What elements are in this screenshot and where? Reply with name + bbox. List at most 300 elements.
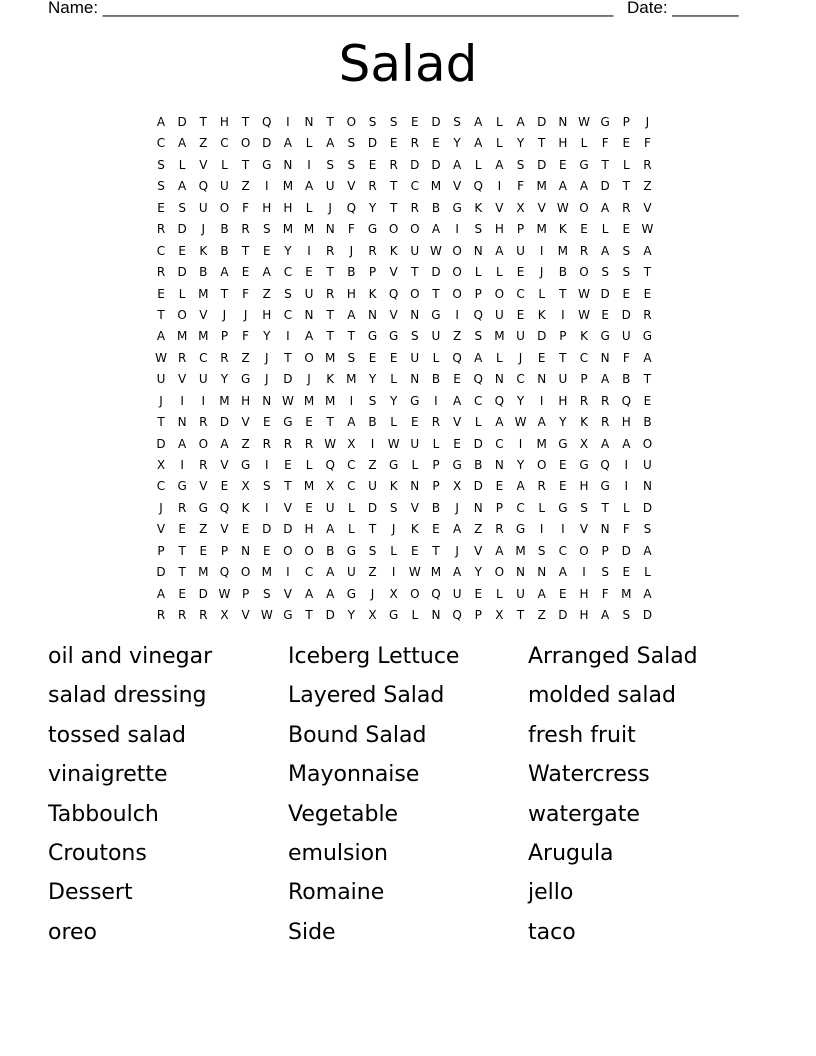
grid-row	[0, 326, 816, 347]
grid-letter: U	[643, 458, 652, 472]
grid-letter: E	[199, 543, 208, 558]
grid-letter: M	[515, 543, 526, 558]
grid-letter: Z	[241, 436, 250, 451]
grid-letter: E	[495, 479, 504, 494]
grid-letter: M	[325, 350, 336, 365]
grid-letter: G	[452, 200, 462, 215]
grid-letter: T	[157, 415, 165, 430]
grid-letter: T	[326, 307, 334, 322]
grid-letter: R	[410, 136, 419, 151]
grid-letter: V	[410, 500, 419, 515]
grid-letter: R	[431, 415, 441, 430]
grid-letter: L	[601, 222, 609, 237]
grid-letter: Z	[643, 179, 652, 194]
grid-row	[0, 219, 816, 240]
grid-row	[0, 369, 816, 390]
grid-letter: S	[157, 179, 165, 194]
grid-letter: P	[432, 479, 440, 494]
grid-letter: E	[622, 136, 631, 151]
grid-letter: T	[284, 350, 292, 365]
grid-letter: S	[410, 329, 419, 344]
grid-letter: N	[410, 479, 420, 494]
word-list-item: emulsion	[288, 841, 388, 866]
grid-letter: T	[622, 179, 630, 194]
grid-letter: D	[621, 543, 631, 558]
grid-letter: M	[198, 565, 209, 580]
grid-row	[0, 519, 816, 540]
grid-letter: S	[622, 265, 631, 280]
grid-letter: H	[304, 522, 314, 537]
grid-letter: I	[582, 565, 586, 580]
grid-letter: P	[432, 458, 440, 472]
grid-letter: H	[283, 200, 293, 215]
grid-row	[0, 348, 816, 369]
grid-letter: S	[537, 543, 546, 558]
grid-letter: R	[177, 350, 187, 365]
grid-letter: N	[410, 372, 420, 387]
grid-letter: T	[643, 372, 652, 387]
grid-letter: E	[262, 543, 271, 558]
grid-letter: G	[558, 500, 568, 515]
grid-letter: C	[347, 458, 356, 472]
grid-letter: E	[559, 157, 567, 172]
grid-letter: M	[621, 586, 632, 601]
grid-letter: T	[178, 543, 186, 558]
grid-letter: W	[218, 586, 231, 601]
grid-letter: J	[370, 586, 375, 601]
grid-letter: T	[326, 329, 334, 344]
grid-row	[0, 391, 816, 412]
grid-letter: B	[220, 243, 229, 258]
grid-letter: G	[388, 608, 399, 623]
grid-letter: N	[494, 458, 504, 472]
word-list-item: Dessert	[48, 880, 133, 906]
grid-letter: U	[220, 179, 229, 194]
grid-letter: X	[495, 608, 504, 623]
grid-letter: G	[600, 115, 610, 129]
grid-letter: B	[368, 415, 377, 430]
grid-letter: A	[326, 565, 335, 580]
grid-letter: A	[262, 265, 271, 280]
grid-letter: E	[516, 307, 525, 322]
grid-letter: R	[495, 522, 504, 537]
grid-letter: D	[431, 115, 441, 129]
grid-letter: A	[326, 136, 335, 151]
grid-letter: W	[281, 393, 294, 408]
grid-letter: F	[601, 586, 609, 601]
grid-letter: E	[262, 415, 271, 430]
grid-letter: R	[537, 479, 546, 494]
grid-letter: U	[516, 586, 525, 601]
grid-letter: E	[453, 436, 461, 451]
grid-letter: U	[494, 307, 504, 322]
grid-letter: W	[387, 436, 400, 451]
grid-letter: Y	[516, 393, 525, 408]
grid-letter: G	[346, 586, 356, 601]
grid-letter: P	[516, 222, 525, 237]
grid-letter: S	[474, 222, 483, 237]
grid-letter: V	[199, 479, 208, 494]
grid-letter: V	[495, 200, 504, 215]
grid-letter: T	[643, 265, 652, 280]
grid-letter: R	[262, 436, 271, 451]
grid-letter: N	[304, 307, 314, 322]
grid-letter: S	[643, 522, 652, 537]
grid-letter: I	[264, 500, 269, 515]
grid-letter: V	[199, 307, 208, 322]
grid-letter: G	[283, 608, 293, 623]
grid-letter: L	[178, 286, 186, 301]
grid-letter: D	[642, 500, 653, 515]
grid-letter: R	[177, 500, 187, 515]
grid-letter: N	[600, 522, 610, 537]
grid-letter: A	[495, 157, 504, 172]
grid-row	[0, 562, 816, 583]
grid-letter: S	[347, 136, 356, 151]
grid-letter: E	[368, 157, 377, 172]
grid-row	[0, 198, 816, 219]
grid-letter: O	[579, 543, 589, 558]
grid-letter: Q	[494, 393, 505, 408]
grid-letter: E	[178, 243, 186, 258]
grid-letter: L	[496, 586, 503, 601]
grid-letter: V	[199, 157, 208, 172]
grid-letter: V	[389, 307, 398, 322]
grid-letter: N	[410, 307, 420, 322]
grid-letter: D	[621, 307, 631, 322]
grid-letter: L	[178, 157, 186, 172]
grid-letter: B	[199, 265, 208, 280]
word-list-item: vinaigrette	[48, 762, 168, 788]
grid-letter: T	[368, 522, 377, 537]
grid-letter: D	[537, 157, 547, 172]
grid-letter: Z	[537, 608, 546, 623]
grid-letter: E	[643, 286, 652, 301]
grid-letter: S	[347, 350, 356, 365]
grid-letter: T	[326, 115, 334, 129]
grid-letter: Z	[241, 350, 250, 365]
grid-letter: V	[178, 372, 187, 387]
grid-letter: R	[622, 200, 631, 215]
grid-letter: Y	[474, 565, 482, 580]
grid-letter: B	[326, 543, 335, 558]
grid-letter: S	[453, 115, 461, 129]
grid-letter: P	[601, 543, 609, 558]
grid-letter: O	[410, 286, 420, 301]
grid-letter: O	[410, 586, 420, 601]
grid-letter: J	[349, 243, 354, 258]
grid-letter: E	[559, 458, 567, 472]
grid-letter: E	[622, 286, 631, 301]
grid-letter: N	[368, 307, 377, 322]
grid-row	[0, 434, 816, 455]
header-line	[48, 0, 748, 20]
grid-letter: B	[431, 372, 441, 387]
grid-letter: E	[411, 543, 419, 558]
grid-letter: T	[326, 415, 334, 430]
grid-letter: Z	[452, 329, 462, 344]
grid-letter: Q	[346, 200, 357, 215]
grid-letter: A	[495, 415, 504, 430]
grid-letter: W	[260, 608, 273, 623]
grid-letter: O	[536, 458, 547, 472]
grid-letter: R	[283, 436, 293, 451]
grid-letter: L	[305, 200, 313, 215]
grid-letter: L	[622, 500, 630, 515]
grid-letter: P	[241, 586, 250, 601]
grid-letter: A	[601, 608, 610, 623]
grid-letter: E	[580, 222, 588, 237]
word-list-item: Layered Salad	[288, 683, 445, 709]
grid-letter: U	[452, 586, 462, 601]
grid-letter: C	[156, 479, 166, 494]
grid-letter: H	[579, 479, 589, 494]
grid-letter: J	[328, 200, 332, 215]
grid-letter: D	[262, 136, 272, 151]
grid-row	[0, 455, 816, 476]
grid-letter: N	[642, 479, 652, 494]
grid-letter: A	[537, 415, 546, 430]
grid-letter: M	[303, 222, 315, 237]
grid-letter: K	[368, 286, 377, 301]
grid-letter: T	[432, 286, 440, 301]
grid-letter: S	[389, 500, 398, 515]
grid-letter: K	[389, 243, 398, 258]
grid-letter: V	[579, 522, 589, 537]
grid-letter: A	[220, 265, 229, 280]
grid-letter: U	[410, 436, 420, 451]
grid-letter: Q	[431, 586, 441, 601]
grid-letter: D	[537, 329, 547, 344]
grid-letter: W	[556, 200, 569, 215]
grid-letter: I	[286, 115, 290, 129]
grid-letter: P	[220, 329, 229, 344]
grid-letter: P	[495, 500, 504, 515]
grid-row	[0, 284, 816, 305]
grid-letter: L	[496, 115, 503, 129]
grid-letter: Y	[284, 243, 292, 258]
grid-letter: Z	[199, 522, 208, 537]
grid-letter: E	[305, 265, 313, 280]
grid-letter: T	[284, 479, 292, 494]
grid-row	[0, 305, 816, 326]
grid-letter: E	[643, 393, 652, 408]
grid-letter: D	[177, 265, 187, 280]
grid-letter: I	[497, 179, 502, 194]
grid-letter: E	[453, 372, 461, 387]
grid-letter: M	[303, 393, 315, 408]
grid-letter: C	[410, 179, 419, 194]
grid-letter: P	[474, 608, 482, 623]
grid-letter: U	[516, 243, 525, 258]
grid-letter: R	[643, 307, 652, 322]
grid-letter: Q	[219, 565, 230, 580]
grid-letter: Z	[368, 565, 377, 580]
grid-letter: Y	[453, 136, 461, 151]
grid-letter: T	[538, 136, 546, 151]
grid-row	[0, 112, 816, 133]
word-search-grid	[0, 112, 816, 627]
grid-letter: G	[367, 222, 378, 237]
grid-letter: L	[411, 608, 419, 623]
grid-letter: C	[474, 393, 483, 408]
grid-letter: A	[474, 136, 483, 151]
grid-letter: W	[514, 415, 527, 430]
grid-letter: Z	[474, 522, 483, 537]
grid-letter: L	[221, 157, 228, 172]
grid-letter: A	[558, 565, 567, 580]
grid-letter: O	[494, 286, 505, 301]
grid-letter: R	[368, 179, 377, 194]
grid-letter: E	[537, 350, 546, 365]
grid-letter: D	[558, 608, 568, 623]
grid-letter: N	[431, 608, 441, 623]
grid-letter: U	[304, 286, 314, 301]
grid-letter: Q	[621, 393, 632, 408]
grid-letter: G	[262, 157, 272, 172]
grid-letter: K	[199, 243, 208, 258]
grid-letter: A	[220, 436, 229, 451]
word-list-item: watergate	[528, 801, 640, 827]
grid-letter: G	[283, 415, 293, 430]
grid-letter: C	[579, 350, 589, 365]
grid-letter: B	[431, 200, 441, 215]
grid-letter: H	[346, 286, 356, 301]
grid-letter: M	[430, 565, 442, 580]
grid-letter: W	[641, 222, 654, 237]
grid-letter: S	[474, 329, 483, 344]
grid-letter: J	[159, 500, 163, 515]
grid-letter: H	[621, 415, 631, 430]
grid-row	[0, 176, 816, 197]
grid-letter: I	[264, 458, 269, 472]
grid-letter: H	[219, 115, 229, 129]
grid-letter: Y	[220, 372, 229, 387]
grid-letter: X	[326, 479, 335, 494]
grid-letter: A	[537, 586, 546, 601]
grid-letter: V	[220, 458, 229, 472]
grid-letter: Y	[559, 415, 567, 430]
grid-letter: D	[367, 500, 378, 515]
grid-letter: K	[326, 372, 335, 387]
word-list-item: salad dressing	[48, 683, 207, 709]
grid-letter: A	[474, 350, 483, 365]
grid-letter: D	[600, 286, 610, 301]
grid-letter: C	[516, 286, 525, 301]
grid-letter: S	[601, 565, 609, 580]
grid-letter: U	[368, 479, 377, 494]
grid-letter: O	[410, 222, 420, 237]
grid-letter: L	[305, 458, 313, 472]
grid-letter: P	[220, 543, 229, 558]
grid-letter: J	[264, 372, 269, 387]
grid-letter: J	[264, 350, 269, 365]
grid-letter: E	[622, 565, 631, 580]
grid-letter: E	[411, 115, 419, 129]
grid-letter: E	[220, 479, 229, 494]
grid-letter: H	[262, 200, 272, 215]
grid-letter: S	[157, 157, 165, 172]
grid-letter: K	[580, 329, 588, 344]
grid-letter: I	[455, 222, 459, 237]
grid-letter: X	[220, 608, 229, 623]
word-list-item: oreo	[48, 919, 98, 945]
grid-letter: H	[494, 222, 504, 237]
grid-letter: V	[643, 200, 652, 215]
grid-letter: E	[389, 136, 398, 151]
grid-letter: V	[283, 500, 292, 515]
grid-letter: G	[198, 500, 208, 515]
grid-letter: H	[558, 393, 568, 408]
word-list-item: Romaine	[288, 880, 385, 906]
grid-letter: R	[199, 608, 208, 623]
grid-letter: D	[156, 436, 166, 451]
grid-letter: O	[494, 565, 505, 580]
grid-letter: G	[579, 458, 589, 472]
grid-letter: E	[284, 458, 292, 472]
grid-letter: Q	[198, 179, 209, 194]
grid-row	[0, 412, 816, 433]
grid-letter: I	[539, 522, 544, 537]
grid-letter: L	[390, 372, 397, 387]
grid-letter: A	[579, 179, 589, 194]
grid-letter: A	[431, 222, 441, 237]
grid-letter: V	[452, 179, 462, 194]
grid-letter: D	[262, 522, 272, 537]
grid-letter: O	[388, 222, 399, 237]
grid-letter: D	[600, 179, 610, 194]
grid-letter: R	[600, 393, 610, 408]
grid-letter: R	[156, 222, 166, 237]
grid-letter: R	[579, 393, 589, 408]
grid-letter: T	[305, 608, 313, 623]
grid-letter: Y	[347, 608, 356, 623]
grid-letter: G	[240, 458, 251, 472]
grid-letter: L	[390, 543, 397, 558]
grid-letter: S	[326, 157, 334, 172]
grid-letter: B	[643, 415, 652, 430]
grid-letter: X	[347, 436, 356, 451]
grid-letter: U	[410, 350, 420, 365]
grid-letter: K	[410, 522, 419, 537]
grid-letter: D	[283, 522, 293, 537]
grid-letter: V	[156, 522, 166, 537]
grid-letter: E	[559, 586, 567, 601]
grid-letter: D	[431, 265, 441, 280]
grid-letter: N	[177, 415, 187, 430]
grid-letter: Q	[219, 500, 230, 515]
grid-letter: I	[518, 436, 523, 451]
grid-letter: S	[368, 543, 377, 558]
grid-letter: O	[304, 350, 314, 365]
grid-letter: D	[537, 115, 547, 129]
grid-letter: M	[219, 393, 230, 408]
grid-letter: F	[517, 179, 524, 194]
grid-letter: D	[219, 415, 230, 430]
grid-letter: U	[621, 329, 631, 344]
grid-letter: D	[473, 479, 483, 494]
grid-letter: N	[537, 565, 547, 580]
grid-letter: L	[496, 350, 503, 365]
grid-letter: N	[283, 157, 293, 172]
grid-letter: R	[199, 415, 208, 430]
grid-letter: S	[262, 479, 271, 494]
grid-letter: P	[157, 543, 165, 558]
grid-letter: I	[455, 307, 459, 322]
grid-letter: C	[156, 136, 166, 151]
grid-row	[0, 541, 816, 562]
grid-row	[0, 584, 816, 605]
